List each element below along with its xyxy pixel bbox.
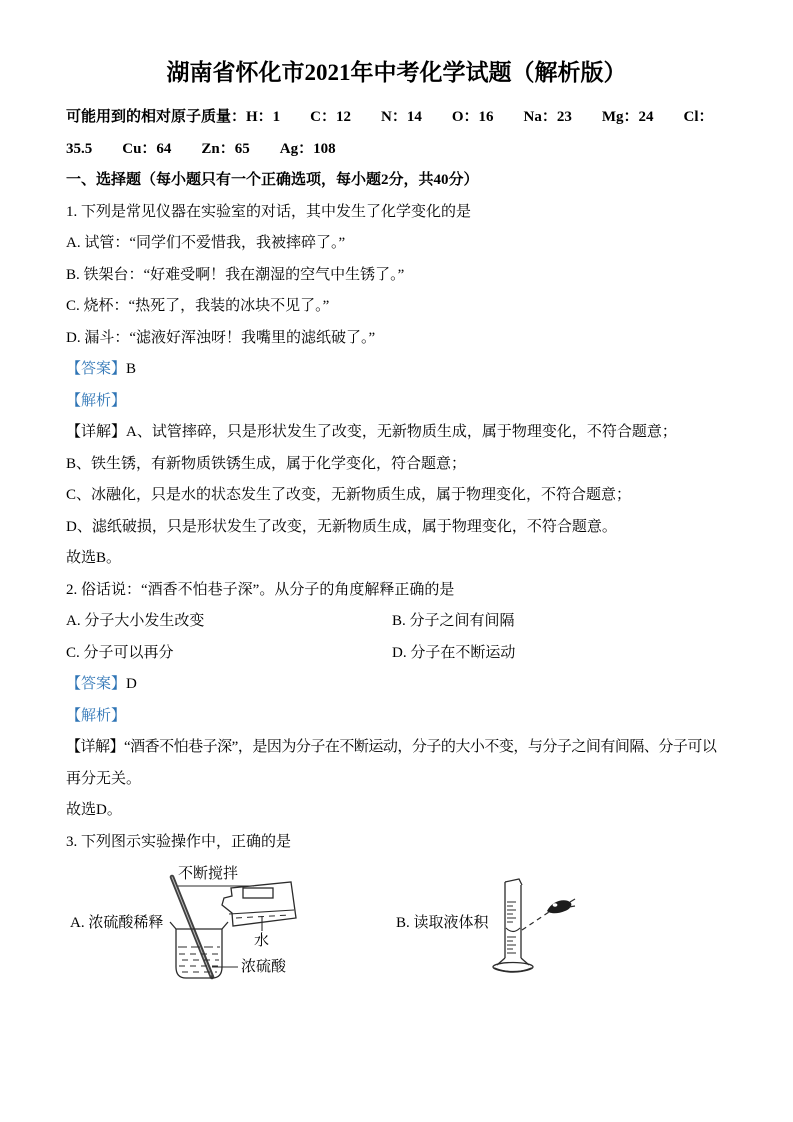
analysis-label: 【解析】 [66,707,127,724]
acid-label: 浓硫酸 [241,959,287,975]
liquid-meniscus [506,928,520,932]
eye-icon [547,899,575,913]
question-2-option-b: B. 分子之间有间隔 [392,613,515,629]
graduated-cylinder-diagram [493,879,575,972]
question-2-detail-line-1: 【详解】“酒香不怕巷子深”，是因为分子在不断运动，分子的大小不变，与分子之间有间隔、分子可以 [66,739,717,755]
question-1-stem: 1. 下列是常见仪器在实验室的对话，其中发生了化学变化的是 [66,203,472,220]
answer-label: 【答案】 [66,676,127,692]
graduated-cylinder [505,879,522,885]
sight-line [522,910,552,930]
stir-instruction-label: 不断搅拌 [178,866,239,882]
atomic-mass-line-2: 35.5 Cu：64 Zn：65 Ag：108 [66,140,336,157]
question-2-option-d: D. 分子在不断运动 [392,644,516,661]
question-2-analysis [66,701,727,733]
question-3-stem: 3. 下列图示实验操作中，正确的是 [66,833,292,850]
question-1-detail-c: C、冰融化，只是水的状态发生了改变，无新物质生成，属于物理变化，不符合题意； [66,487,632,503]
analysis-label: 【解析】 [66,392,127,409]
question-1-option-a: A. 试管：“同学们不爱惜我，我被摔碎了。” [66,235,346,251]
question-1-detail-a: 【详解】A、试管摔碎，只是形状发生了改变，无新物质生成，属于物理变化，不符合题意； [66,424,677,440]
question-2-conclusion: 故选D。 [66,802,122,818]
question-3-option-b-label: B. 读取液体积 [396,915,489,931]
question-2-options-row-2 [66,638,727,670]
question-1-answer [66,354,727,386]
water-label: 水 [254,933,270,949]
question-1-conclusion: 故选B。 [66,550,122,566]
question-2-answer [66,669,727,701]
question-2-option-a: A. 分子大小发生改变 [66,613,205,629]
question-1-option-d: D. 漏斗：“滤液好浑浊呀！我嘴里的滤纸破了。” [66,329,376,346]
lab-apparatus-illustration [66,858,727,1022]
answer-label: 【答案】 [66,361,127,377]
water-vessel [222,882,296,931]
answer-value: B [126,361,137,377]
section-header: 一、选择题（每小题只有一个正确选项，每小题2分，共40分） [66,172,479,188]
question-3-option-a-label: A. 浓硫酸稀释 [70,915,164,931]
beaker [170,922,228,929]
question-1-detail-d: D、滤纸破损，只是形状发生了改变，无新物质生成，属于物理变化，不符合题意。 [66,518,617,535]
question-1-option-b: B. 铁架台：“好难受啊！我在潮湿的空气中生锈了。” [66,266,405,283]
question-1-analysis [66,386,727,418]
page-title: 湖南省怀化市2021年中考化学试题（解析版） [166,60,627,85]
question-2-options-row-1 [66,606,727,638]
question-2-stem: 2. 俗话说：“酒香不怕巷子深”。从分子的角度解释正确的是 [66,581,455,598]
question-1-option-c: C. 烧杯：“热死了，我装的冰块不见了。” [66,298,330,314]
atomic-mass-line-1: 可能用到的相对原子质量：H：1 C：12 N：14 O：16 Na：23 Mg：24 Cl： [66,109,714,125]
question-2-option-c: C. 分子可以再分 [66,644,174,661]
answer-value: D [126,676,137,692]
question-2-detail-line-2: 再分无关。 [66,770,142,787]
question-1-detail-b: B、铁生锈，有新物质铁锈生成，属于化学变化，符合题意； [66,455,467,472]
question-3-diagrams [66,858,727,1022]
